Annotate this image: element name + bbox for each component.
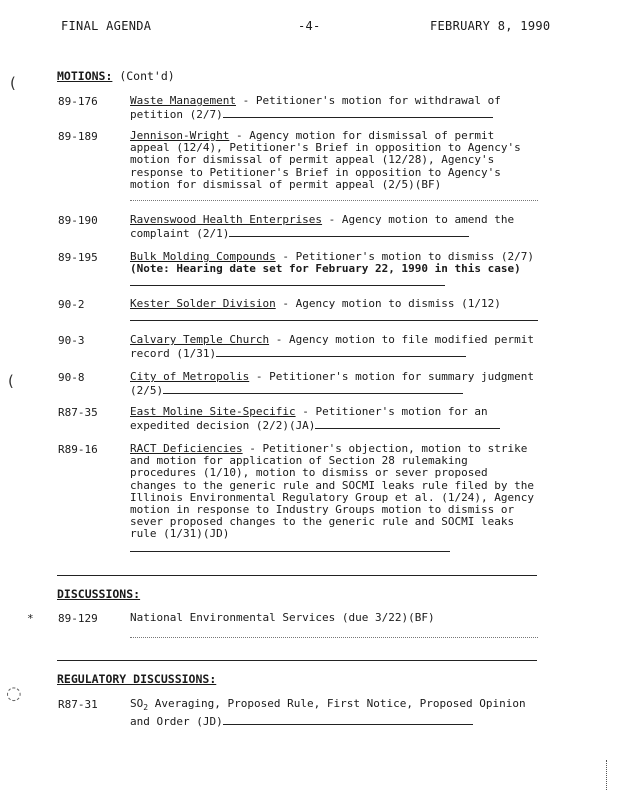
priority-star: * — [27, 612, 34, 625]
motion-item-text: City of Metropolis - Petitioner's motion for summary judgment (2/5) — [130, 370, 541, 398]
docket-number: 90-8 — [58, 371, 85, 384]
motion-item-text: Jennison-Wright - Agency motion for dismissal of permit appeal (12/4), Petitioner's Brief in opposition to Agency's motion for dismissal of permit appeal (12/28), Agency's response to Petitioner's Brief in opposition to Agency's motion for dismissal of permit appeal (2/5)(BF) — [130, 129, 528, 191]
docket-number: 89-195 — [58, 251, 98, 264]
regulatory-discussions-heading: REGULATORY DISCUSSIONS: — [57, 672, 217, 686]
margin-bracket-mark: ( — [8, 372, 14, 390]
docket-number: 89-190 — [58, 214, 98, 227]
motions-heading: MOTIONS: (Cont'd) — [57, 69, 175, 83]
margin-scan-mark: ◌ — [6, 683, 22, 704]
motion-item-text: Calvary Temple Church - Agency motion to file modified permit record (1/31) — [130, 333, 541, 361]
motion-item-text: Kester Solder Division - Agency motion to dismiss (1/12) — [130, 297, 501, 310]
regulatory-item-text: $SO_2$ Averaging, Proposed Rule, First Notice, Proposed Opinion and Order (JD) — [130, 697, 533, 729]
docket-number: 90-2 — [58, 298, 85, 311]
header-page-number: -4- — [298, 19, 321, 33]
discussion-item-text: National Environmental Services (due 3/22)(BF) — [130, 611, 435, 624]
docket-number: 89-189 — [58, 130, 98, 143]
header-left: FINAL AGENDA — [61, 19, 152, 33]
motion-item-text: Waste Management - Petitioner's motion for withdrawal of petition (2/7) — [130, 94, 508, 122]
notes-line — [57, 575, 537, 576]
notes-line — [57, 660, 537, 661]
margin-bracket-mark: ( — [10, 74, 16, 92]
discussions-heading: DISCUSSIONS: — [57, 587, 141, 601]
motion-item-text: RACT Deficiencies - Petitioner's objection, motion to strike and motion for application of Section 28 rulemaking procedures (1/10), motion to dismiss or sever proposed changes to the generic rule and SOCMI leaks rule filed by the Illinois Environmental Regulatory Group et al. (1/24), Agency motion in response to Industry Groups motion to dismiss or sever proposed changes to the generic rule and SOCMI leaks rule (1/31)(JD) — [130, 443, 540, 555]
motion-item-text: Ravenswood Health Enterprises - Agency motion to amend the complaint (2/1) — [130, 213, 521, 241]
entry-line — [130, 320, 538, 321]
docket-number: 89-176 — [58, 95, 98, 108]
docket-number: 90-3 — [58, 334, 85, 347]
entry-line — [130, 200, 538, 201]
docket-number: R87-35 — [58, 406, 98, 419]
header-date: FEBRUARY 8, 1990 — [430, 19, 551, 33]
scan-artifact — [606, 760, 607, 790]
docket-number: R87-31 — [58, 698, 98, 711]
motion-item-text: East Moline Site-Specific - Petitioner's motion for an expedited decision (2/2)(JA) — [130, 406, 540, 432]
docket-number: R89-16 — [58, 443, 98, 456]
entry-line — [130, 637, 538, 638]
motion-item-text: Bulk Molding Compounds - Petitioner's motion to dismiss (2/7)(Note: Hearing date set for February 22, 1990 in this case) — [130, 251, 540, 290]
docket-number: 89-129 — [58, 612, 98, 625]
